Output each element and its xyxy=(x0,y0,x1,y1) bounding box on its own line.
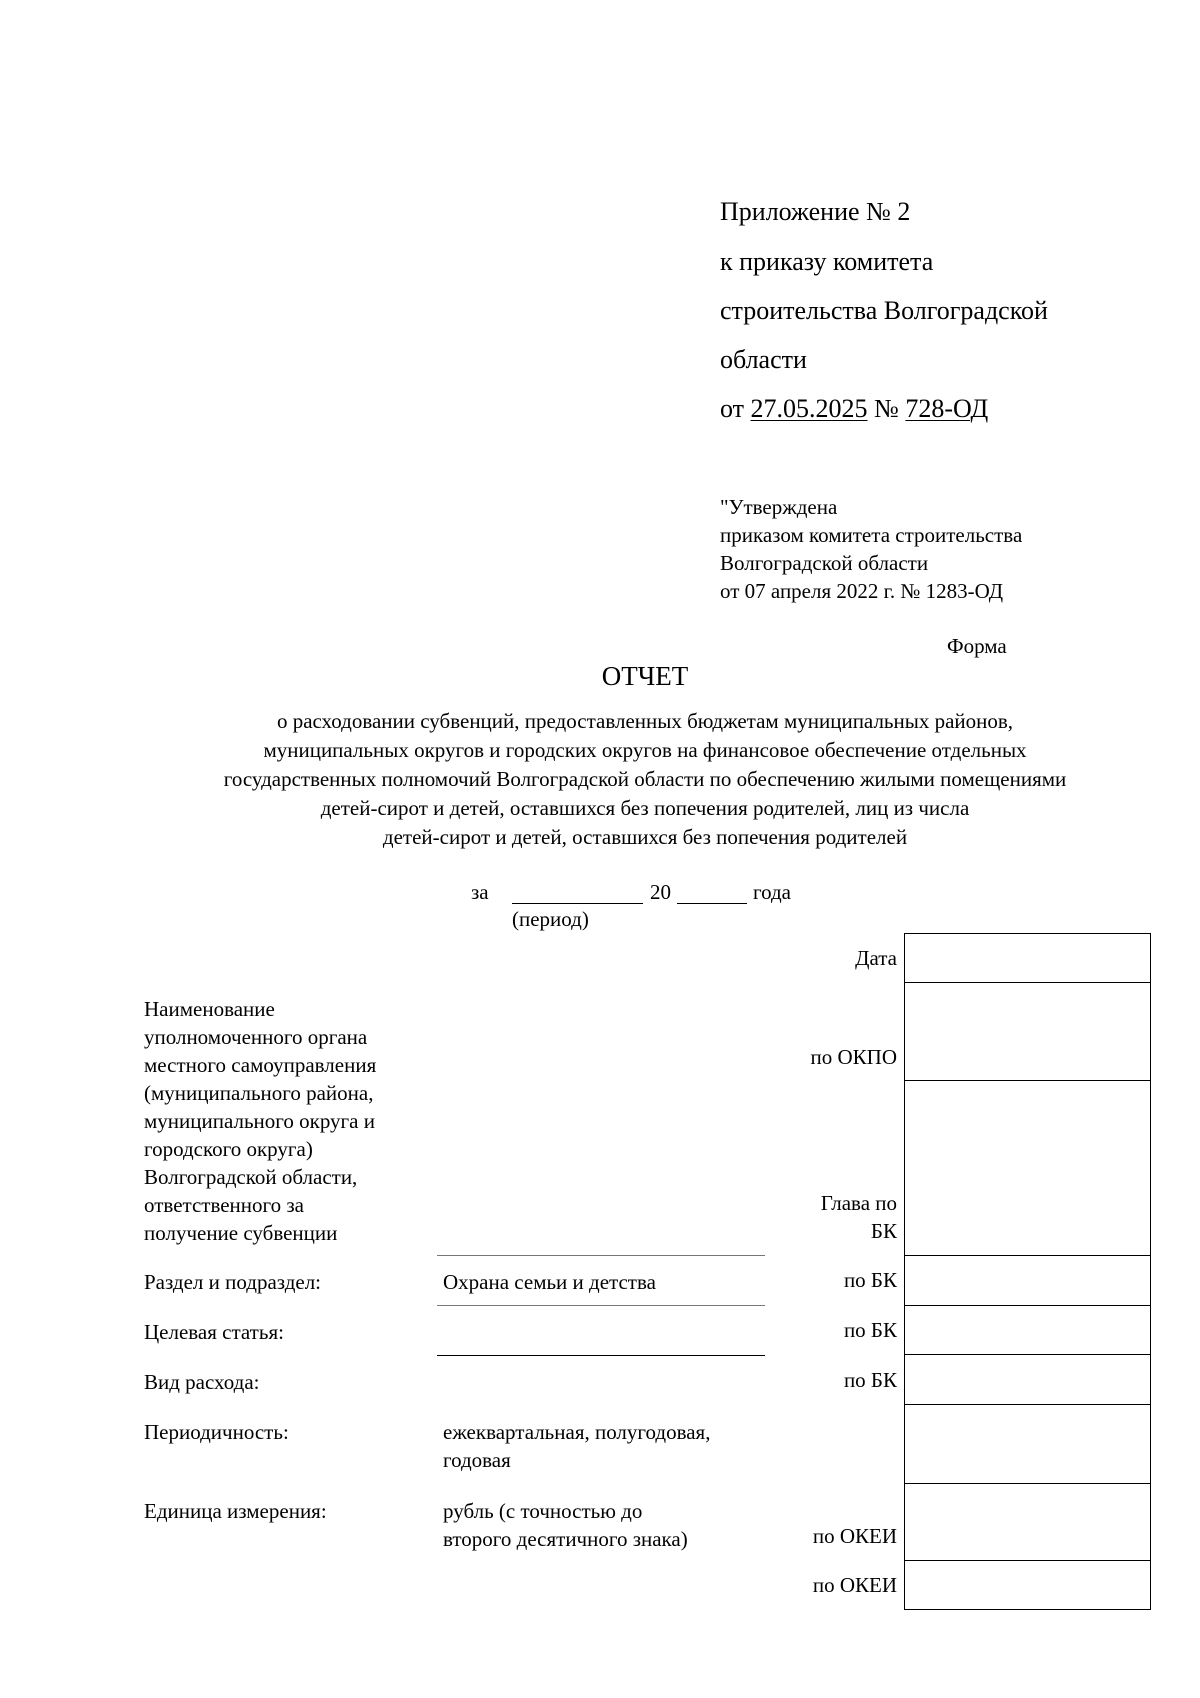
org-label-line-4: (муниципального района, xyxy=(144,1081,374,1105)
expense-label: Вид расхода: xyxy=(144,1370,260,1394)
annex-order-number: 728-ОД xyxy=(905,394,989,423)
expense-bk-box[interactable] xyxy=(904,1354,1151,1405)
period-hint: (период) xyxy=(512,907,589,931)
approved-line-2: приказом комитета строительства xyxy=(720,523,1023,547)
target-bk-label: по БК xyxy=(843,1318,897,1342)
okpo-code-label: по ОКПО xyxy=(810,1045,897,1069)
org-label xyxy=(144,995,376,1247)
subtitle-line-1: о расходовании субвенций, предоставленных бюджетам муниципальных районов, xyxy=(276,709,1014,733)
subtitle-line-4: детей-сирот и детей, оставшихся без попечения родителей, лиц из числа xyxy=(320,796,970,820)
org-label-line-7: Волгоградской области, xyxy=(144,1165,358,1189)
org-label-line-5: муниципального округа и xyxy=(144,1109,375,1133)
approved-line-3: Волгоградской области xyxy=(720,551,929,575)
org-label-line-6: городского округа) xyxy=(144,1137,313,1161)
org-name-blank[interactable] xyxy=(437,1255,765,1256)
annex-number: Приложение № 2 xyxy=(720,197,911,226)
unit-value-line-1: рубль (с точностью до xyxy=(443,1499,643,1523)
section-bk-box[interactable] xyxy=(904,1255,1151,1306)
expense-bk-label: по БК xyxy=(843,1368,897,1392)
okei-1-box[interactable] xyxy=(904,1483,1151,1561)
okei-2-label: по ОКЕИ xyxy=(812,1573,897,1597)
periodicity-label: Периодичность: xyxy=(144,1420,289,1444)
unit-value xyxy=(443,1497,688,1553)
annex-committee: строительства Волгоградской xyxy=(720,296,1048,325)
chapter-bk-label-2: БК xyxy=(870,1219,897,1243)
okei-2-box[interactable] xyxy=(904,1560,1151,1610)
chapter-bk-label-1: Глава по xyxy=(820,1191,897,1215)
section-bk-label: по БК xyxy=(843,1268,897,1292)
section-underline xyxy=(437,1305,765,1306)
periodicity-value xyxy=(443,1418,710,1474)
report-title: ОТЧЕТ xyxy=(601,661,689,691)
org-label-line-1: Наименование xyxy=(144,997,275,1021)
periodicity-value-line-1: ежеквартальная, полугодовая, xyxy=(443,1420,711,1444)
org-label-line-8: ответственного за xyxy=(144,1193,304,1217)
annex-date-prefix: от xyxy=(720,394,745,423)
target-blank[interactable] xyxy=(437,1355,765,1356)
org-label-line-3: местного самоуправления xyxy=(144,1053,377,1077)
date-code-label: Дата xyxy=(855,946,897,970)
period-year-prefix: 20 xyxy=(650,880,671,904)
target-label: Целевая статья: xyxy=(144,1320,284,1344)
annex-number-sign: № xyxy=(874,394,899,423)
target-bk-box[interactable] xyxy=(904,1305,1151,1355)
approved-line-1: "Утверждена xyxy=(720,495,838,519)
date-code-box[interactable] xyxy=(904,933,1151,983)
period-blank[interactable] xyxy=(512,903,643,904)
period-prefix: за xyxy=(471,880,489,904)
okei-1-label: по ОКЕИ xyxy=(812,1524,897,1548)
subtitle-line-2: муниципальных округов и городских округов на финансовое обеспечение отдельных xyxy=(263,738,1027,762)
periodicity-value-line-2: годовая xyxy=(443,1448,511,1472)
form-label: Форма xyxy=(947,634,1007,658)
org-label-line-2: уполномоченного органа xyxy=(144,1025,368,1049)
approved-line-4: от 07 апреля 2022 г. № 1283-ОД xyxy=(720,579,1004,603)
section-value: Охрана семьи и детства xyxy=(443,1270,656,1294)
okpo-code-box[interactable] xyxy=(904,982,1151,1081)
section-label: Раздел и подраздел: xyxy=(144,1270,322,1294)
annex-order-ref: к приказу комитета xyxy=(720,247,934,276)
subtitle-line-3: государственных полномочий Волгоградской области по обеспечению жилыми помещениями xyxy=(223,767,1067,791)
period-suffix: года xyxy=(753,880,791,904)
period-year-blank[interactable] xyxy=(677,903,747,904)
annex-date-line xyxy=(720,394,988,424)
subtitle-line-5: детей-сирот и детей, оставшихся без попечения родителей xyxy=(382,825,908,849)
periodicity-code-box[interactable] xyxy=(904,1404,1151,1484)
annex-date: 27.05.2025 xyxy=(750,394,868,423)
annex-region: области xyxy=(720,345,807,374)
unit-value-line-2: второго десятичного знака) xyxy=(443,1527,688,1551)
unit-label: Единица измерения: xyxy=(144,1499,327,1523)
org-label-line-9: получение субвенции xyxy=(144,1221,338,1245)
chapter-bk-box[interactable] xyxy=(904,1080,1151,1256)
